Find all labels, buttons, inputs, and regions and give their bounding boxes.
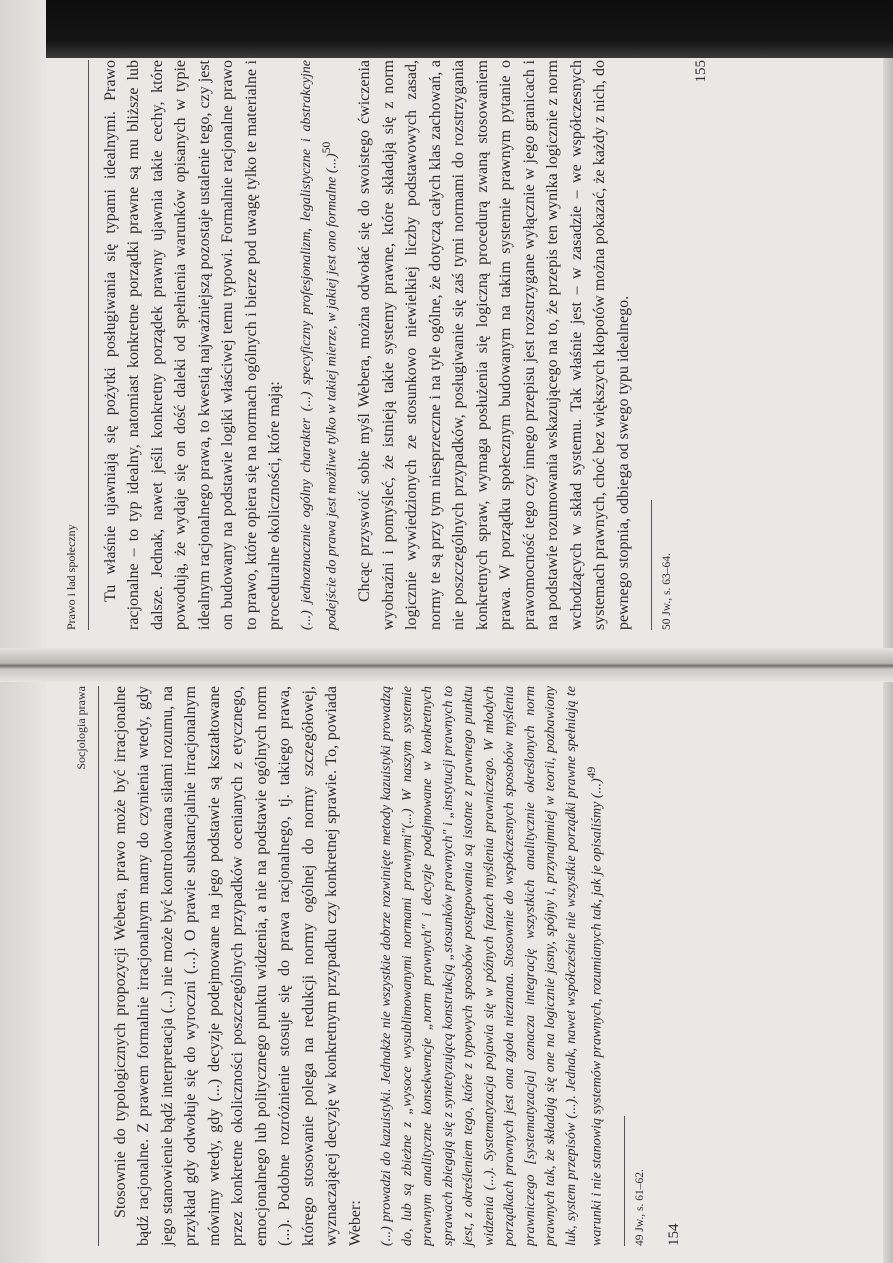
- scanner-shadow-left: [0, 0, 46, 1263]
- right-page: [60, 60, 880, 630]
- body-paragraph: Chcąc przyswoić sobie myśl Webera, można odwołać się do swoistego ćwiczenia wyobraźni i pomyśleć, że istnieją takie systemy prawne, które składają się z norm logicznie wywiedzionych ze stosunkowo niewielkiej liczby podstawowych zasad, normy te są przy tym niesprzeczne i na tyle ogólne, że dotyczą całych klas zachowań, a nie poszczególnych przypadków, posługiwanie się zaś tymi normami do rozstrzygania konkretnych spraw, wymaga posłużenia się logiczną procedurą zwaną stosowaniem prawa. W porządku społecznym budowanym na takim systemie prawnym pytanie o prawomocność tego czy innego przepisu jest rozstrzygane wyłącznie w jego granicach i na podstawie rozumowania wskazującego na to, że przepis ten wynika logicznie z norm wchodzących w skład systemu. Tak właśnie jest – w zasadzie – we współczesnych systemach prawnych, choć bez większych kłopotów można pokazać, że każdy z nich, do pewnego stopnia, odbiega od swego typu idealnego.: [356, 60, 632, 630]
- footnote-divider: [624, 1116, 625, 1246]
- footnote-marker: 50: [320, 141, 333, 154]
- running-head: Prawo i ład społeczny: [60, 60, 89, 630]
- footnote: 49 Jw., s. 61–62.: [634, 1169, 647, 1246]
- page-number: 155: [692, 60, 709, 83]
- footnote: 50 Jw., s. 63–64.: [661, 553, 674, 630]
- footnote-marker: 49: [585, 766, 598, 779]
- running-head: Socjologia prawa: [70, 686, 99, 1246]
- body-paragraph: Tu właśnie ujawniają się pożytki posługiwania się typami idealnymi. Prawo racjonalne – to typ idealny, natomiast konkretne porządki prawne są mu bliższe lub dalsze. Jednak, nawet jeśli konkretny porządek prawny ujawnia takie cechy, które powodują, że wydaje się on dość daleki od spełnienia warunków opisanych w typie idealnym racjonalnego prawa, to kwestią najważniejszą pozostaje ustalenie tego, czy jest on budowany na podstawie logiki właściwej temu typowi. Formalnie racjonalne prawo to prawo, które opiera się na normach ogólnych i bierze pod uwagę tylko te materialne i proceduralne okoliczności, które mają:: [101, 60, 283, 630]
- quote-text: (...) jednoznacznie ogólny charakter (...) specyficzny profesjonalizm, legalistyczne i abstrakcyjne podejście do prawa jest możliwe tylko w takiej mierze, w jakiej jest ono formalne (...): [298, 60, 340, 630]
- scanner-shadow-top: [0, 0, 893, 58]
- left-page-region: [50, 686, 880, 1263]
- book-gutter: [0, 648, 893, 682]
- body-paragraph: Stosownie do typologicznych propozycji Webera, prawo może być irracjonalne bądź racjonalne. Z prawem formalnie irracjonalnym mamy do czynienia wtedy, gdy jego stanowienie bądź interpretacja (...) nie może być kontrolowana siłami rozumu, na przykład gdy odwołuje się do wyroczni (...). O prawie substancjalnie irracjonalnym mówimy wtedy, gdy (...) decyzje podejmowane na jego podstawie są kształtowane przez konkretne okoliczności poszczególnych przypadków ocenianych z etycznego, emocjonalnego lub politycznego punktu widzenia, a nie na podstawie ogólnych norm (...). Podobne rozróżnienie stosuje się do prawa racjonalnego, tj. takiego prawa, którego stosowanie polega na redukcji normy ogólnej do normy szczegółowej, wyznaczającej decyzję w konkretnym przypadku czy konkretnej sprawie. To, powiada Weber:: [111, 686, 364, 1246]
- footnote-divider: [651, 500, 652, 630]
- left-page: [70, 686, 890, 1246]
- page-number: 154: [665, 1223, 682, 1246]
- block-quote: [297, 60, 344, 630]
- right-page-region: [50, 60, 880, 646]
- quote-text: (...) prowadzi do kazuistyki. Jednakże nie wszystkie dobrze rozwinięte metody kazuistyki prowadzą do, lub są zbieżne z „wysoce wysublimowanymi normami prawnymi"(...) W naszym systemie prawnym analityczne konsekwencje „norm prawnych" i decyzje podejmowane w konkretnych sprawach zbiegają się z syntetyzującą konstrukcją „stosunków prawnych" i „instytucji prawnych to jest, z określeniem tego, które z typowych sposobów postępowania są istotne z prawnego punktu widzenia (...). Systematyzacja pojawia się w późnych fazach myślenia prawniczego. W młodych porządkach prawnych jest ona zgoła nieznana. Stosownie do współczesnych sposobów myślenia prawniczego [systematyzacja] oznacza integrację wszystkich analitycznie określonych norm prawnych tak, że składają się one na logicznie jasny, spójny i, przynajmniej w teorii, pozbawiony luk, system przepisów (...). Jednak, nawet współcześnie nie wszystkie porządki prawne spełniają te warunki i nie stanowią systemów prawnych, rozumianych tak, jak je opisaliśmy (...): [379, 686, 605, 1246]
- block-quote: [377, 686, 608, 1246]
